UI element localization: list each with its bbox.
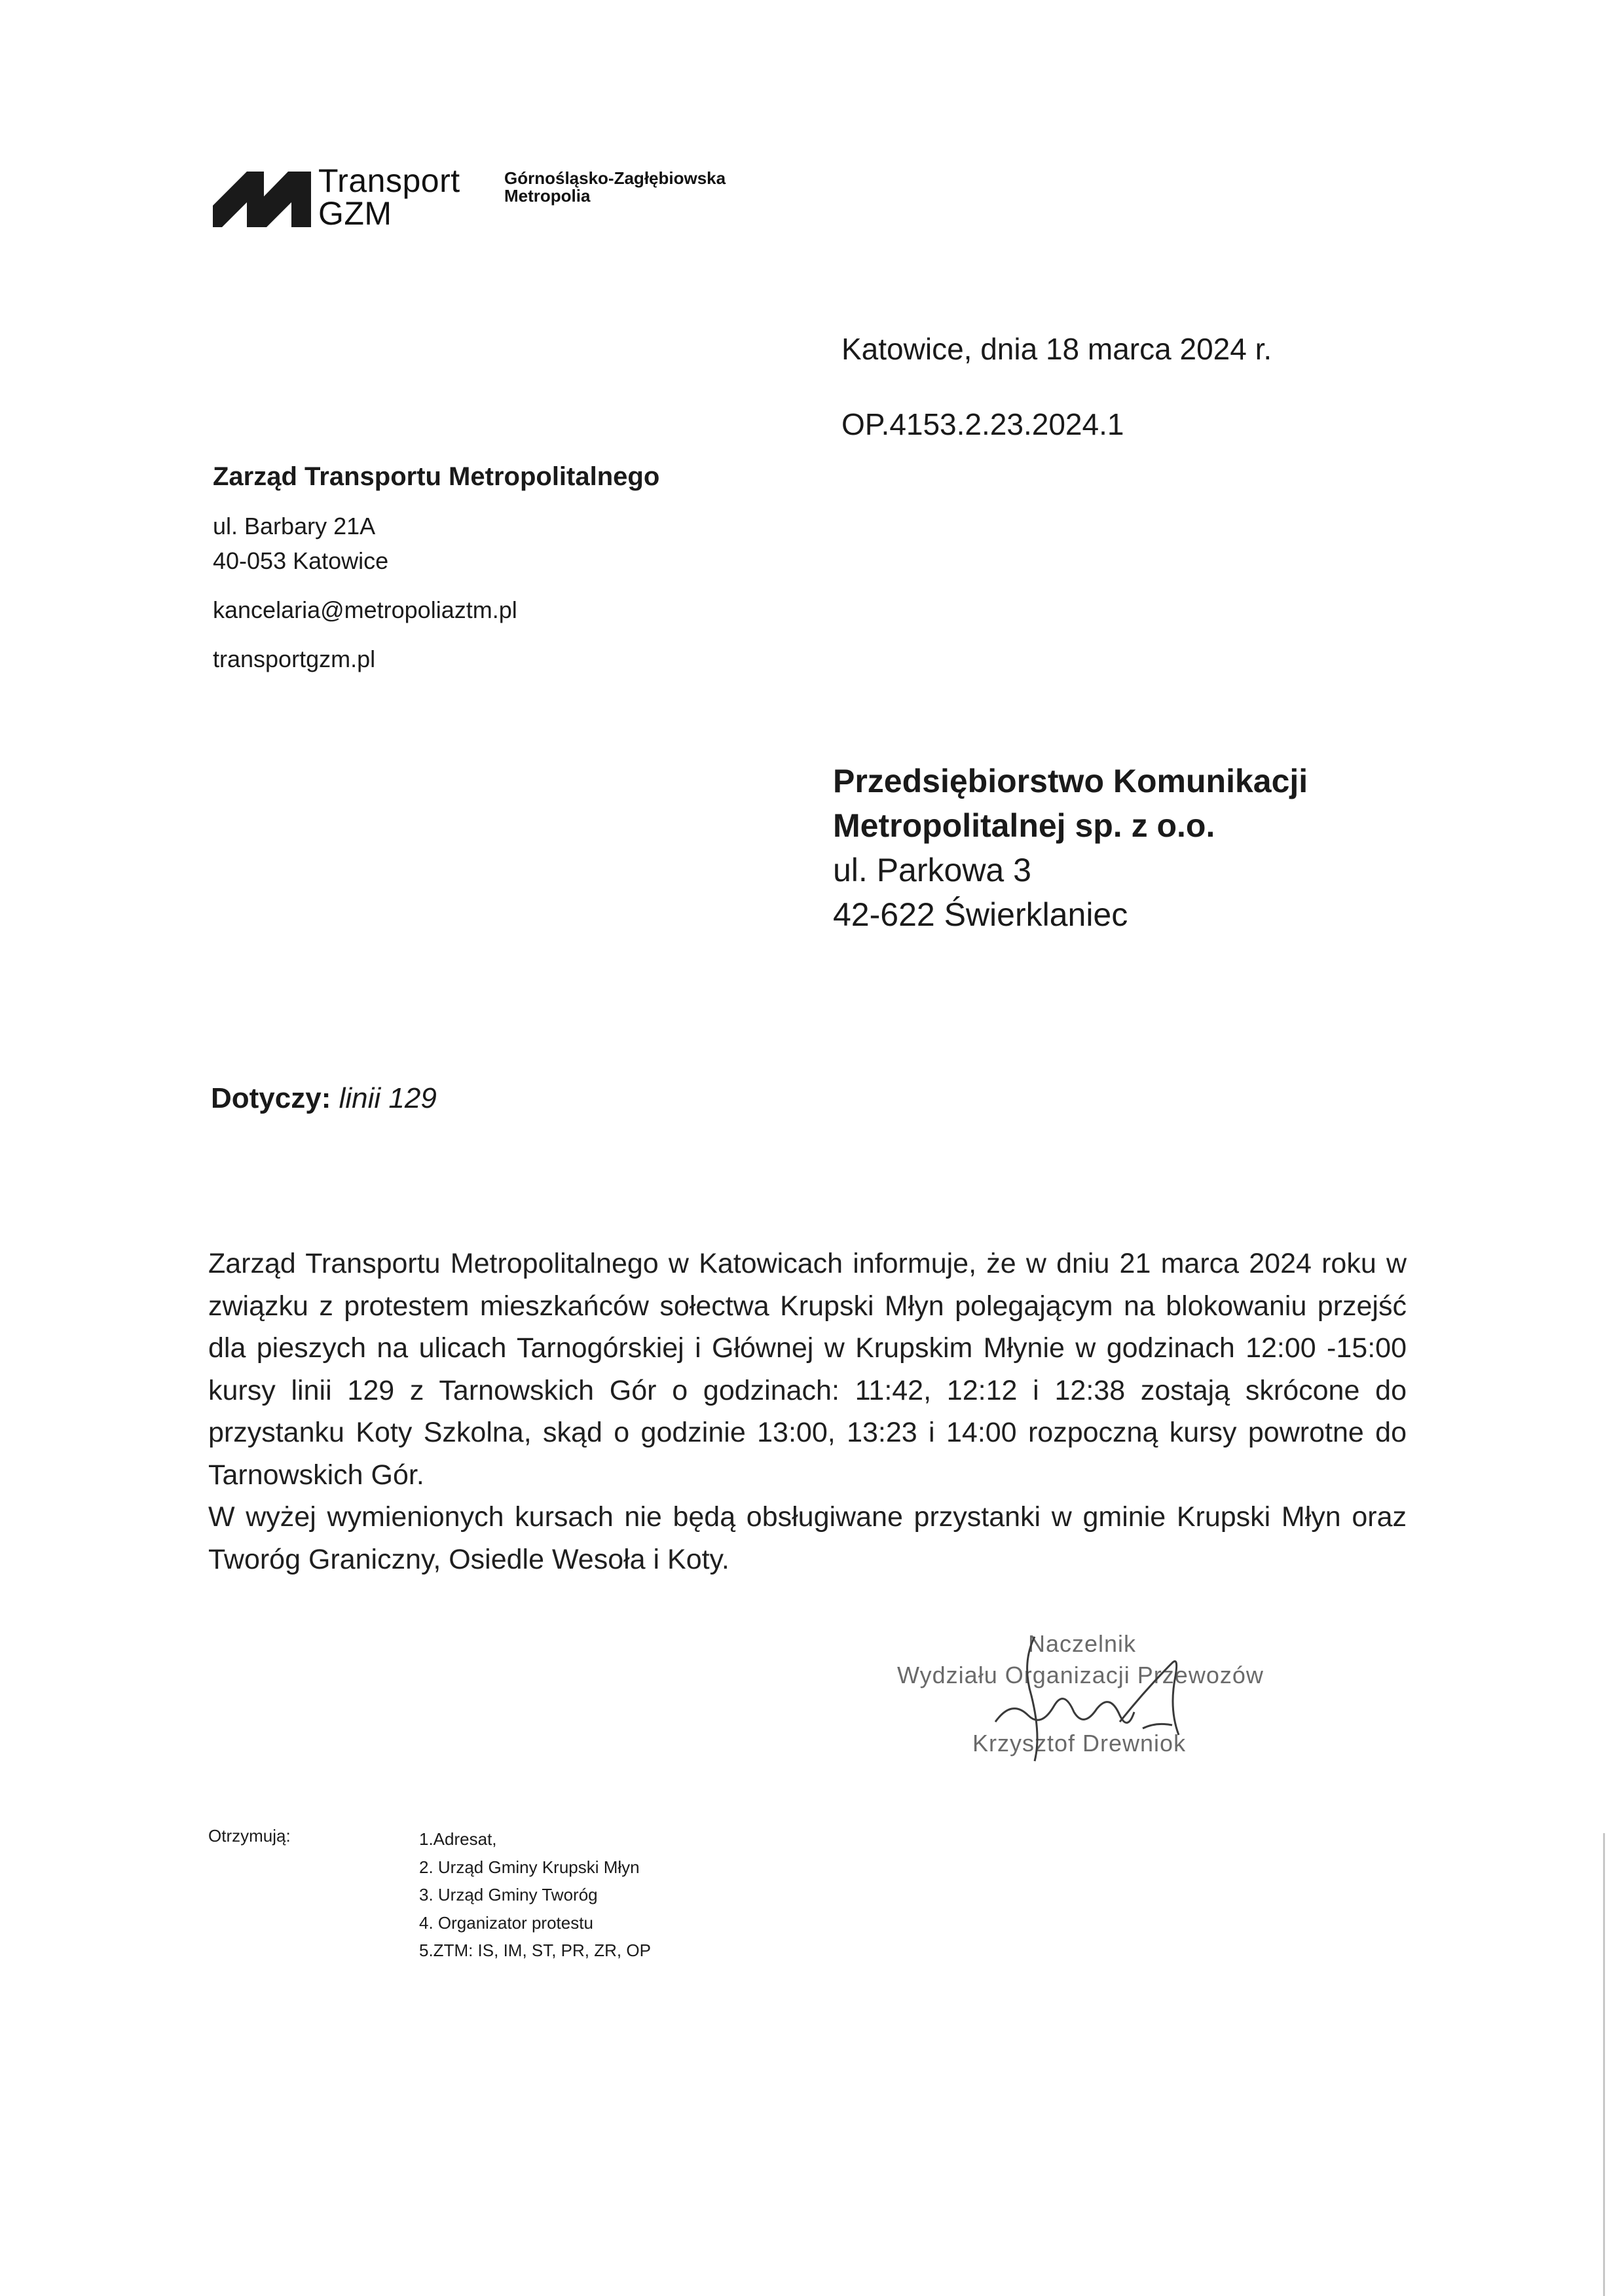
transport-gzm-logo-icon [213,172,311,227]
brand-name-line2: GZM [318,195,392,232]
stamp-signatory: Krzysztof Drewniok [972,1730,1187,1757]
subject-label: Dotyczy: [211,1082,331,1114]
body-paragraph-2: W wyżej wymienionych kursach nie będą obsługiwane przystanki w gminie Krupski Młyn oraz Tworóg Graniczny, Osiedle Wesoła i Koty. [208,1501,1407,1575]
recipient-city: 42-622 Świerklaniec [833,896,1128,933]
distribution-list [419,1825,651,1965]
subject-value: linii 129 [339,1082,437,1114]
sender-name: Zarząd Transportu Metropolitalnego [213,462,660,491]
distribution-label: Otrzymują: [208,1826,291,1846]
list-item: 2. Urząd Gminy Krupski Młyn [419,1857,640,1877]
stamp-department: Wydziału Organizacji Przewozów [897,1662,1264,1688]
list-item: 3. Urząd Gminy Tworóg [419,1885,598,1904]
sender-website: transportgzm.pl [213,646,376,672]
scan-edge-divider [1603,1833,1605,2296]
subject-line [211,1080,437,1117]
sender-email: kancelaria@metropoliaztm.pl [213,596,517,623]
signature-stamp [897,1624,1303,1781]
reference-number: OP.4153.2.23.2024.1 [841,407,1124,441]
list-item: 4. Organizator protestu [419,1912,593,1933]
metropolis-name-line1: Górnośląsko-Zagłębiowska [504,168,726,188]
metropolis-name-line2: Metropolia [504,186,591,206]
recipient-street: ul. Parkowa 3 [833,852,1031,888]
letter-body [208,1243,1407,1580]
recipient-name-line1: Przedsiębiorstwo Komunikacji [833,763,1308,799]
list-item: 1.Adresat, [419,1829,497,1849]
sender-street: ul. Barbary 21A [213,513,376,539]
recipient-name-line2: Metropolitalnej sp. z o.o. [833,807,1215,844]
sender-city: 40-053 Katowice [213,547,389,574]
stamp-title: Naczelnik [1028,1630,1137,1657]
handwritten-signature-icon [897,1624,1303,1781]
brand-name-line1: Transport [318,162,460,199]
body-paragraph-1: Zarząd Transportu Metropolitalnego w Katowicach informuje, że w dniu 21 marca 2024 roku w związku z protestem mieszkańców sołectwa Krupski Młyn polegającym na blokowaniu przejść dla pieszych na ulicach Tarnogórskiej i Głównej w Krupskim Młynie w godzinach 12:00 -15:00 kursy linii 129 z Tarnowskich Gór o godzinach: 11:42, 12:12 i 12:38 zostają skrócone do przystanku Koty Szkolna, skąd o godzinie 13:00, 13:23 i 14:00 rozpoczną kursy powrotne do Tarnowskich Gór. [208,1248,1407,1491]
letter-date: Katowice, dnia 18 marca 2024 r. [841,332,1272,366]
list-item: 5.ZTM: IS, IM, ST, PR, ZR, OP [419,1941,651,1960]
